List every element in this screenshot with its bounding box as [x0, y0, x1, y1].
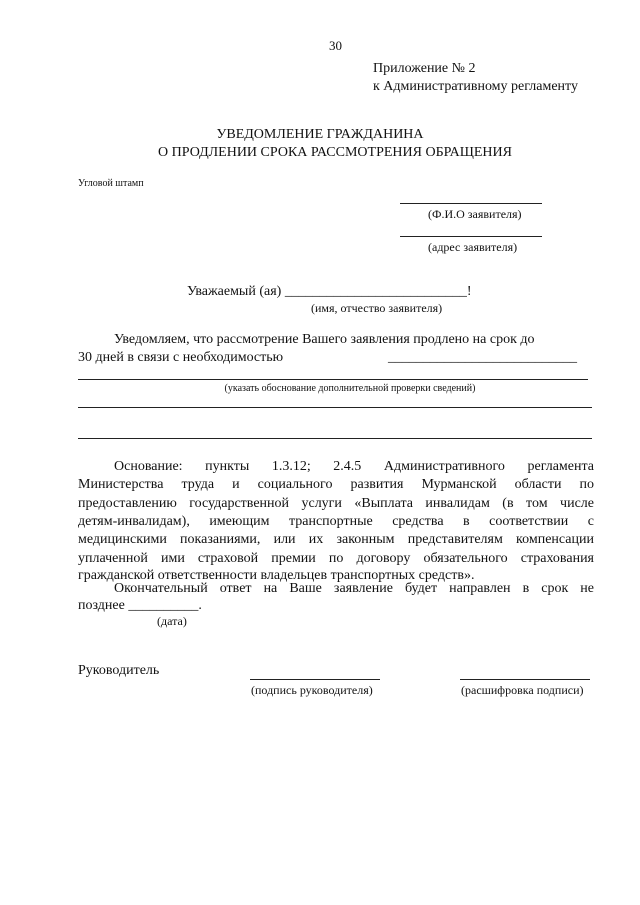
- basis-line-2: Министерства труда и социального развития Мурманской области по: [78, 477, 594, 493]
- basis-line-3: предоставлению государственной услуги «Выплата инвалидам (в том числе: [78, 495, 594, 511]
- corner-stamp-label: Угловой штамп: [78, 178, 144, 189]
- greeting-name-blank: __________________________: [284, 284, 467, 299]
- greeting-exclamation: !: [466, 284, 472, 299]
- head-label: Руководитель: [78, 663, 160, 678]
- signature-decode-caption: (расшифровка подписи): [461, 683, 584, 697]
- document-title-line-1: УВЕДОМЛЕНИЕ ГРАЖДАНИНА: [216, 127, 424, 142]
- reason-line-1: [78, 379, 588, 380]
- reason-line-2: [78, 407, 592, 408]
- reason-line-3: [78, 438, 592, 439]
- greeting: [187, 284, 471, 300]
- applicant-name-caption: (Ф.И.О заявителя): [428, 207, 522, 221]
- notification-reason-blank: ___________________________: [388, 350, 577, 365]
- basis-line-4: детям-инвалидам), имеющим транспортные средства в соответствии с: [78, 513, 594, 529]
- reason-caption: (указать обоснование дополнительной проверки сведений): [224, 383, 476, 394]
- date-caption: (дата): [157, 614, 187, 628]
- page-number: 30: [329, 38, 342, 53]
- appendix-line-2: к Административному регламенту: [373, 79, 578, 94]
- basis-line-1: Основание: пункты 1.3.12; 2.4.5 Административного регламента: [114, 459, 594, 474]
- notification-line-1: Уведомляем, что рассмотрение Вашего заявления продлено на срок до: [114, 332, 535, 347]
- appendix-line-1: Приложение № 2: [373, 61, 476, 76]
- applicant-address-caption: (адрес заявителя): [428, 240, 518, 254]
- basis-line-7: гражданской ответственности владельцев транспортных средств».: [78, 567, 475, 583]
- applicant-address-line: [400, 236, 542, 237]
- greeting-caption: (имя, отчество заявителя): [311, 301, 443, 315]
- signature-line: [250, 679, 380, 680]
- basis-line-6: уплаченной ими страховой премии по договору обязательного страхования: [78, 550, 594, 566]
- signature-decode-line: [460, 679, 590, 680]
- greeting-text: Уважаемый (ая): [187, 284, 282, 299]
- signature-caption: (подпись руководителя): [251, 683, 373, 697]
- document-title-line-2: О ПРОДЛЕНИИ СРОКА РАССМОТРЕНИЯ ОБРАЩЕНИЯ: [158, 145, 512, 160]
- notification-line-2: 30 дней в связи с необходимостью: [78, 350, 284, 365]
- basis-line-5: медицинскими показаниями, или их законным представителям компенсации: [78, 532, 594, 548]
- final-answer-line-2: позднее __________.: [78, 598, 202, 613]
- final-answer-line-1: Окончательный ответ на Ваше заявление будет направлен в срок не: [114, 581, 594, 596]
- applicant-name-line: [400, 203, 542, 204]
